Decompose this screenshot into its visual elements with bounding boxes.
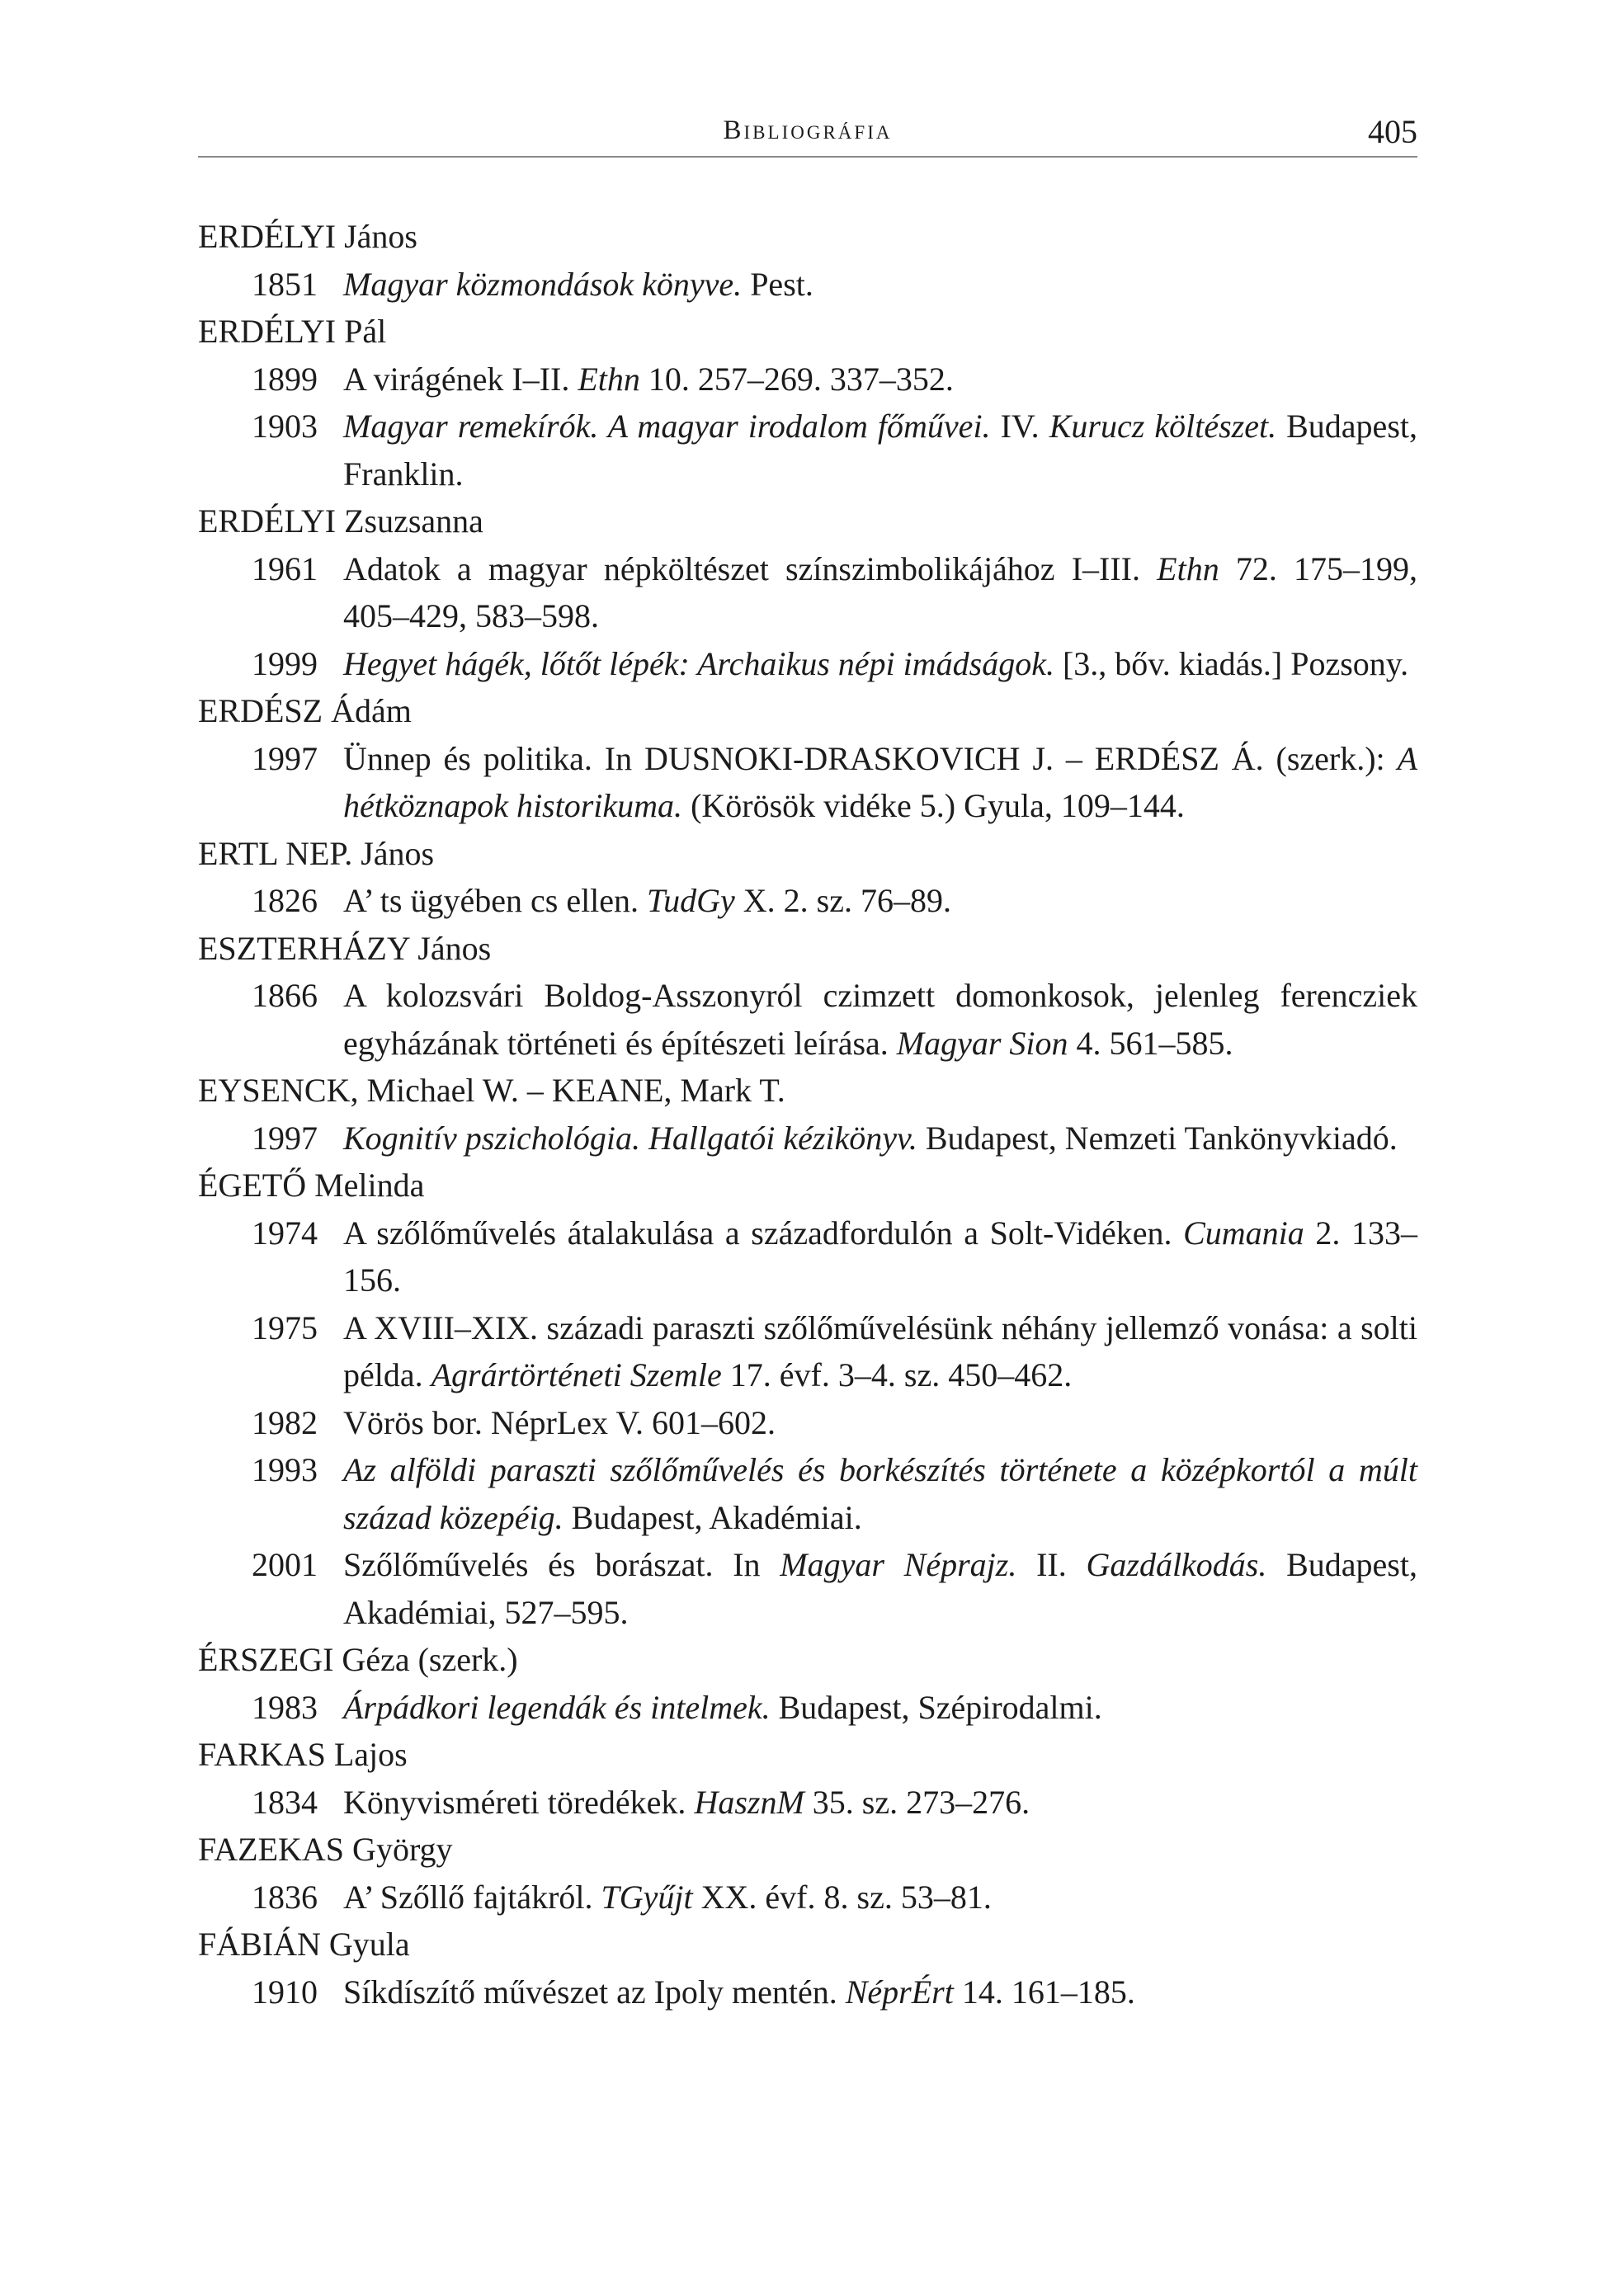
bibliography-entry xyxy=(198,1446,1417,1541)
author-name: ESZTERHÁZY János xyxy=(198,929,492,967)
entry-title-italic: Ethn xyxy=(578,360,640,398)
bibliography-entry xyxy=(198,1115,1417,1162)
entry-text: 14. 161–185. xyxy=(953,1973,1135,2011)
bibliography-list xyxy=(198,213,1417,2015)
entry-year: 1866 xyxy=(252,977,318,1014)
author-name: ÉGETŐ Melinda xyxy=(198,1167,425,1204)
entry-text: A virágének I–II. xyxy=(343,360,578,398)
entry-year: 1910 xyxy=(252,1973,318,2011)
entry-title-italic: NéprÉrt xyxy=(845,1973,954,2011)
entry-text: (Körösök vidéke 5.) Gyula, 109–144. xyxy=(682,787,1185,824)
bibliography-entry xyxy=(198,877,1417,925)
entry-title-italic: Árpádkori legendák és intelmek. xyxy=(343,1688,771,1726)
author-name: ERDÉSZ Ádám xyxy=(198,692,412,729)
author-name: EYSENCK, Michael W. – KEANE, Mark T. xyxy=(198,1072,785,1109)
entry-title-italic: Ethn xyxy=(1157,549,1219,587)
running-head xyxy=(198,112,1417,158)
entry-text: Szőlőművelés és borászat. In xyxy=(343,1546,780,1583)
entry-year: 1975 xyxy=(252,1308,318,1346)
author-name: ÉRSZEGI Géza (szerk.) xyxy=(198,1641,518,1678)
running-head-title: Bibliográfia xyxy=(723,116,893,145)
entry-year: 1997 xyxy=(252,1119,318,1157)
entry-title-italic: Magyar Néprajz. xyxy=(780,1546,1017,1583)
entry-text: Adatok a magyar népköltészet színszimbolikájához I–III. xyxy=(343,549,1158,587)
entry-text: Budapest, Akadémiai. xyxy=(563,1498,862,1536)
entry-year: 1999 xyxy=(252,644,318,682)
entry-year: 1997 xyxy=(252,739,318,777)
entry-title-italic: TGyűjt xyxy=(601,1878,693,1916)
entry-year: 1836 xyxy=(252,1878,318,1916)
bibliography-entry xyxy=(198,1874,1417,1921)
bibliography-entry xyxy=(198,1304,1417,1399)
entry-year: 1851 xyxy=(252,265,318,303)
author-name: ERDÉLYI Zsuzsanna xyxy=(198,502,483,540)
bibliography-entry xyxy=(198,1209,1417,1304)
entry-title-italic: Magyar remekírók. A magyar irodalom főművei. xyxy=(343,408,991,445)
entry-title-italic: Cumania xyxy=(1183,1214,1304,1252)
entry-text: Budapest, Akadémiai, 527–595. xyxy=(343,1546,1417,1631)
entry-text: A’ ts ügyében cs ellen. xyxy=(343,882,648,919)
bibliography-entry xyxy=(198,1779,1417,1827)
entry-text: Pest. xyxy=(742,265,813,303)
author-name: ERDÉLYI Pál xyxy=(198,313,387,350)
entry-title-italic: A hétköznapok historikuma. xyxy=(343,739,1417,824)
entry-title-italic: Kognitív pszichológia. Hallgatói kézikönyv. xyxy=(343,1119,917,1157)
bibliography-entry xyxy=(198,261,1417,309)
entry-year: 1899 xyxy=(252,360,318,398)
entry-text: A XVIII–XIX. századi paraszti szőlőművelésünk néhány jellemző vonása: a solti példa. xyxy=(343,1308,1417,1393)
author-name: FÁBIÁN Gyula xyxy=(198,1926,410,1963)
page-number: 405 xyxy=(1368,113,1417,150)
entry-year: 1983 xyxy=(252,1688,318,1726)
entry-title-italic: Magyar Sion xyxy=(896,1024,1068,1062)
entry-title-italic: HasznM xyxy=(694,1783,804,1821)
entry-text: Vörös bor. NéprLex V. 601–602. xyxy=(343,1403,776,1441)
entry-year: 1993 xyxy=(252,1451,318,1488)
author-name: FAZEKAS György xyxy=(198,1831,453,1868)
entry-text: X. 2. sz. 76–89. xyxy=(734,882,951,919)
entry-text: Síkdíszítő művészet az Ipoly mentén. xyxy=(343,1973,846,2011)
entry-title-italic: TudGy xyxy=(647,882,735,919)
entry-text: Budapest, Franklin. xyxy=(343,408,1417,493)
entry-text: 72. 175–199, 405–429, 583–598. xyxy=(343,549,1418,634)
entry-year: 2001 xyxy=(252,1546,318,1583)
entry-year: 1903 xyxy=(252,408,318,445)
entry-text: XX. évf. 8. sz. 53–81. xyxy=(692,1878,992,1916)
entry-title-italic: Magyar közmondások könyve. xyxy=(343,265,743,303)
entry-text: 4. 561–585. xyxy=(1068,1024,1233,1062)
entry-year: 1961 xyxy=(252,549,318,587)
entry-text: A szőlőművelés átalakulása a századfordulón a Solt-Vidéken. xyxy=(343,1214,1184,1252)
entry-text: [3., bőv. kiadás.] Pozsony. xyxy=(1054,644,1409,682)
entry-year: 1982 xyxy=(252,1403,318,1441)
entry-text: IV. xyxy=(990,408,1049,445)
entry-title-italic: Hegyet hágék, lőtőt lépék: Archaikus népi imádságok. xyxy=(343,644,1054,682)
entry-year: 1834 xyxy=(252,1783,318,1821)
entry-title-italic: Kurucz költészet. xyxy=(1049,408,1277,445)
bibliography-entry xyxy=(198,403,1417,497)
bibliography-entry xyxy=(198,356,1417,403)
bibliography-entry xyxy=(198,1684,1417,1732)
bibliography-entry xyxy=(198,1968,1417,2016)
entry-text: 2. 133–156. xyxy=(343,1214,1417,1299)
bibliography-entry xyxy=(198,972,1417,1067)
bibliography-entry xyxy=(198,735,1417,830)
bibliography-entry xyxy=(198,1399,1417,1447)
bibliography-entry xyxy=(198,640,1417,688)
header-rule xyxy=(198,156,1417,158)
author-name: ERTL NEP. János xyxy=(198,834,435,872)
entry-text: Budapest, Szépirodalmi. xyxy=(770,1688,1102,1726)
author-name: ERDÉLYI János xyxy=(198,218,417,255)
entry-text: 10. 257–269. 337–352. xyxy=(639,360,954,398)
entry-text: A kolozsvári Boldog-Asszonyról czimzett domonkosok, jelenleg ferencziek egyházának történeti és építészeti leírása. xyxy=(343,977,1417,1062)
entry-text: A’ Szőllő fajtákról. xyxy=(343,1878,601,1916)
entry-text: 35. sz. 273–276. xyxy=(804,1783,1030,1821)
entry-title-italic: Gazdálkodás. xyxy=(1086,1546,1267,1583)
entry-year: 1974 xyxy=(252,1214,318,1252)
entry-text: Ünnep és politika. In DUSNOKI-DRASKOVICH J. – ERDÉSZ Á. (szerk.): xyxy=(343,739,1398,777)
entry-year: 1826 xyxy=(252,882,318,919)
bibliography-entry xyxy=(198,1541,1417,1636)
entry-title-italic: Agrártörténeti Szemle xyxy=(431,1356,722,1393)
entry-text: II. xyxy=(1016,1546,1087,1583)
entry-text: Budapest, Nemzeti Tankönyvkiadó. xyxy=(917,1119,1398,1157)
author-name: FARKAS Lajos xyxy=(198,1736,408,1773)
entry-title-italic: Az alföldi paraszti szőlőművelés és borkészítés története a középkortól a múlt század közepéig. xyxy=(343,1451,1417,1536)
entry-text: 17. évf. 3–4. sz. 450–462. xyxy=(721,1356,1073,1393)
bibliography-entry xyxy=(198,545,1417,640)
entry-text: Könyvisméreti töredékek. xyxy=(343,1783,695,1821)
